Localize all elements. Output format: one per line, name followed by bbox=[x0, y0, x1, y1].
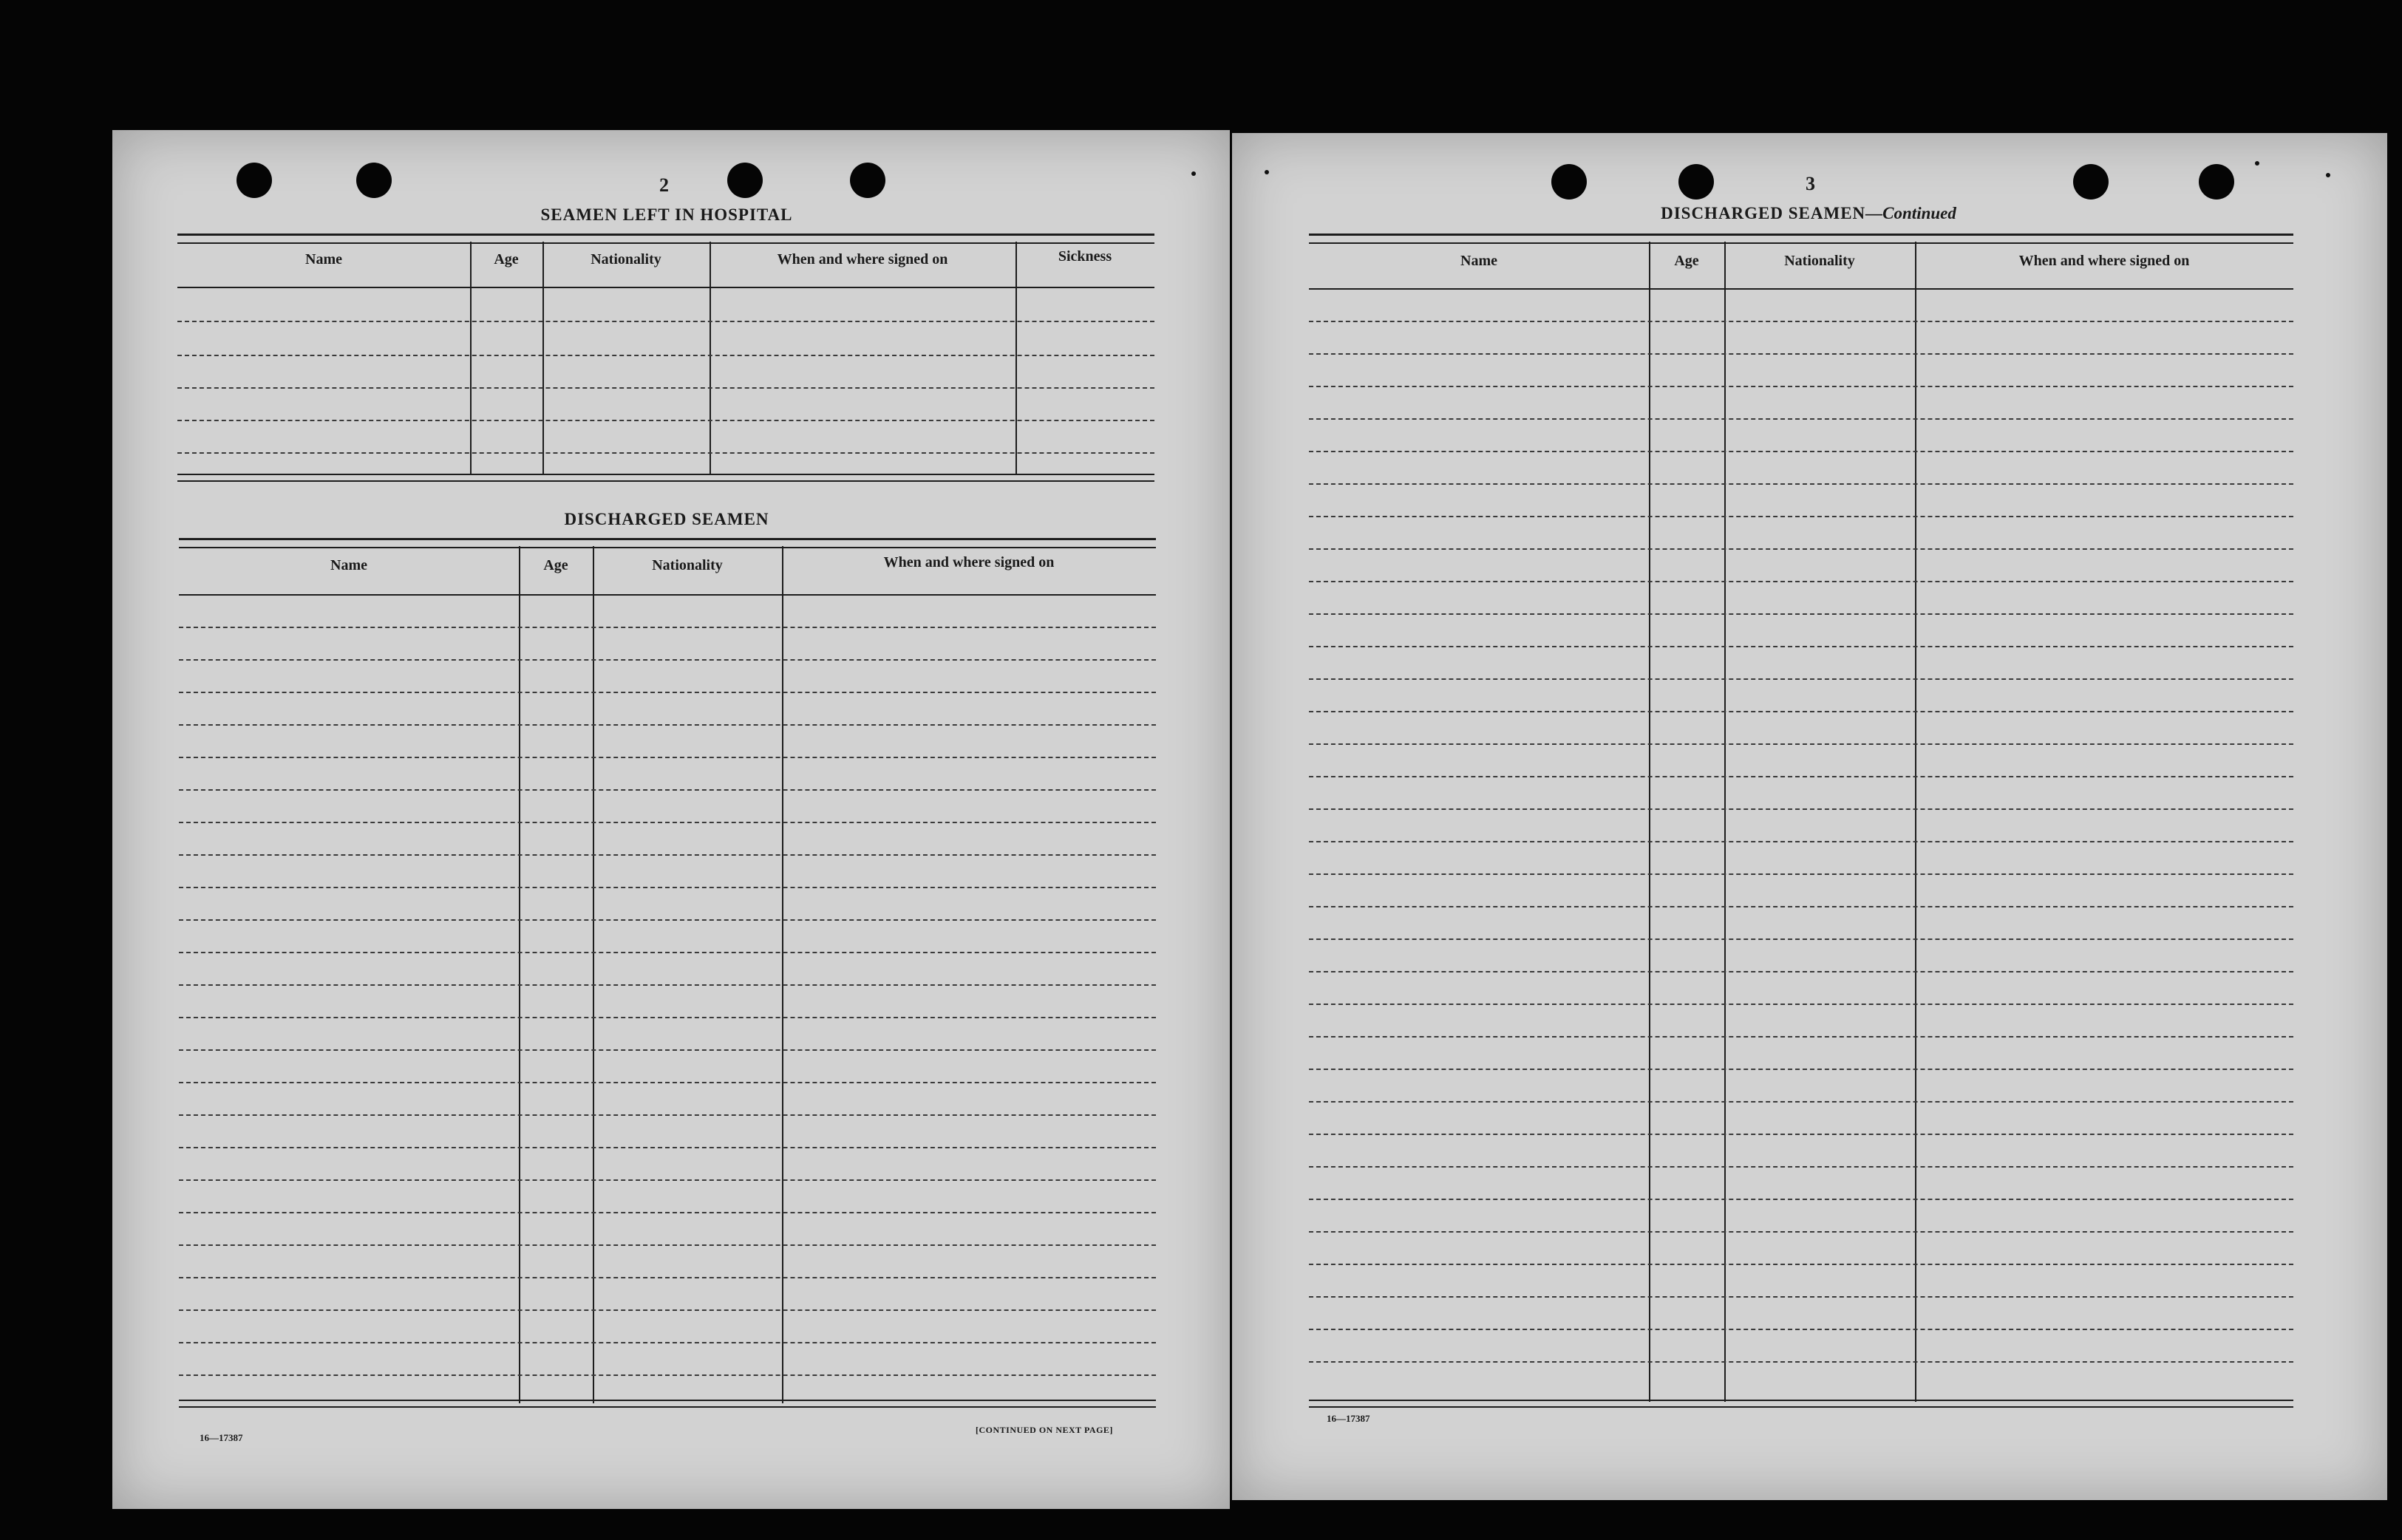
column-header-age: Age bbox=[1674, 253, 1699, 269]
left-page bbox=[112, 130, 1230, 1509]
column-header-nationality: Nationality bbox=[652, 557, 723, 573]
punch-hole bbox=[1678, 164, 1714, 200]
scan-mark bbox=[1265, 170, 1269, 174]
page-number: 3 bbox=[1806, 173, 1815, 194]
punch-hole bbox=[237, 163, 272, 198]
column-header-nationality: Nationality bbox=[591, 251, 661, 268]
hospital-table bbox=[177, 234, 1154, 485]
right-page bbox=[1232, 133, 2387, 1500]
page-number: 2 bbox=[659, 174, 669, 196]
scan-mark bbox=[1191, 171, 1196, 176]
discharged-continued-title bbox=[1565, 204, 2052, 223]
punch-hole bbox=[1551, 164, 1587, 200]
section-title-text: DISCHARGED SEAMEN bbox=[1661, 204, 1866, 222]
punch-hole bbox=[356, 163, 392, 198]
punch-hole bbox=[850, 163, 885, 198]
discharged-table bbox=[179, 538, 1156, 1410]
column-header-sickness: Sickness bbox=[1058, 248, 1112, 265]
column-header-signed-on: When and where signed on bbox=[883, 554, 1055, 570]
column-header-signed-on: When and where signed on bbox=[2018, 253, 2190, 269]
column-header-name: Name bbox=[305, 251, 342, 268]
punch-hole bbox=[2199, 164, 2234, 200]
form-code: 16—17387 bbox=[1327, 1413, 1370, 1424]
discharged-section-title: DISCHARGED SEAMEN bbox=[564, 510, 769, 528]
section-title-suffix: —Continued bbox=[1865, 204, 1956, 222]
form-code: 16—17387 bbox=[200, 1432, 243, 1443]
hospital-section-title: SEAMEN LEFT IN HOSPITAL bbox=[540, 205, 793, 224]
scan-mark bbox=[2326, 173, 2330, 177]
punch-hole bbox=[727, 163, 763, 198]
column-header-nationality: Nationality bbox=[1784, 253, 1855, 269]
column-header-age: Age bbox=[494, 251, 519, 268]
continued-note: [CONTINUED ON NEXT PAGE] bbox=[976, 1425, 1113, 1435]
scan-mark bbox=[2255, 161, 2259, 166]
column-header-name: Name bbox=[1460, 253, 1497, 269]
column-header-age: Age bbox=[543, 557, 568, 573]
column-header-name: Name bbox=[330, 557, 367, 573]
column-header-signed-on: When and where signed on bbox=[777, 251, 948, 268]
discharged-continued-table bbox=[1309, 234, 2293, 1416]
punch-hole bbox=[2073, 164, 2109, 200]
